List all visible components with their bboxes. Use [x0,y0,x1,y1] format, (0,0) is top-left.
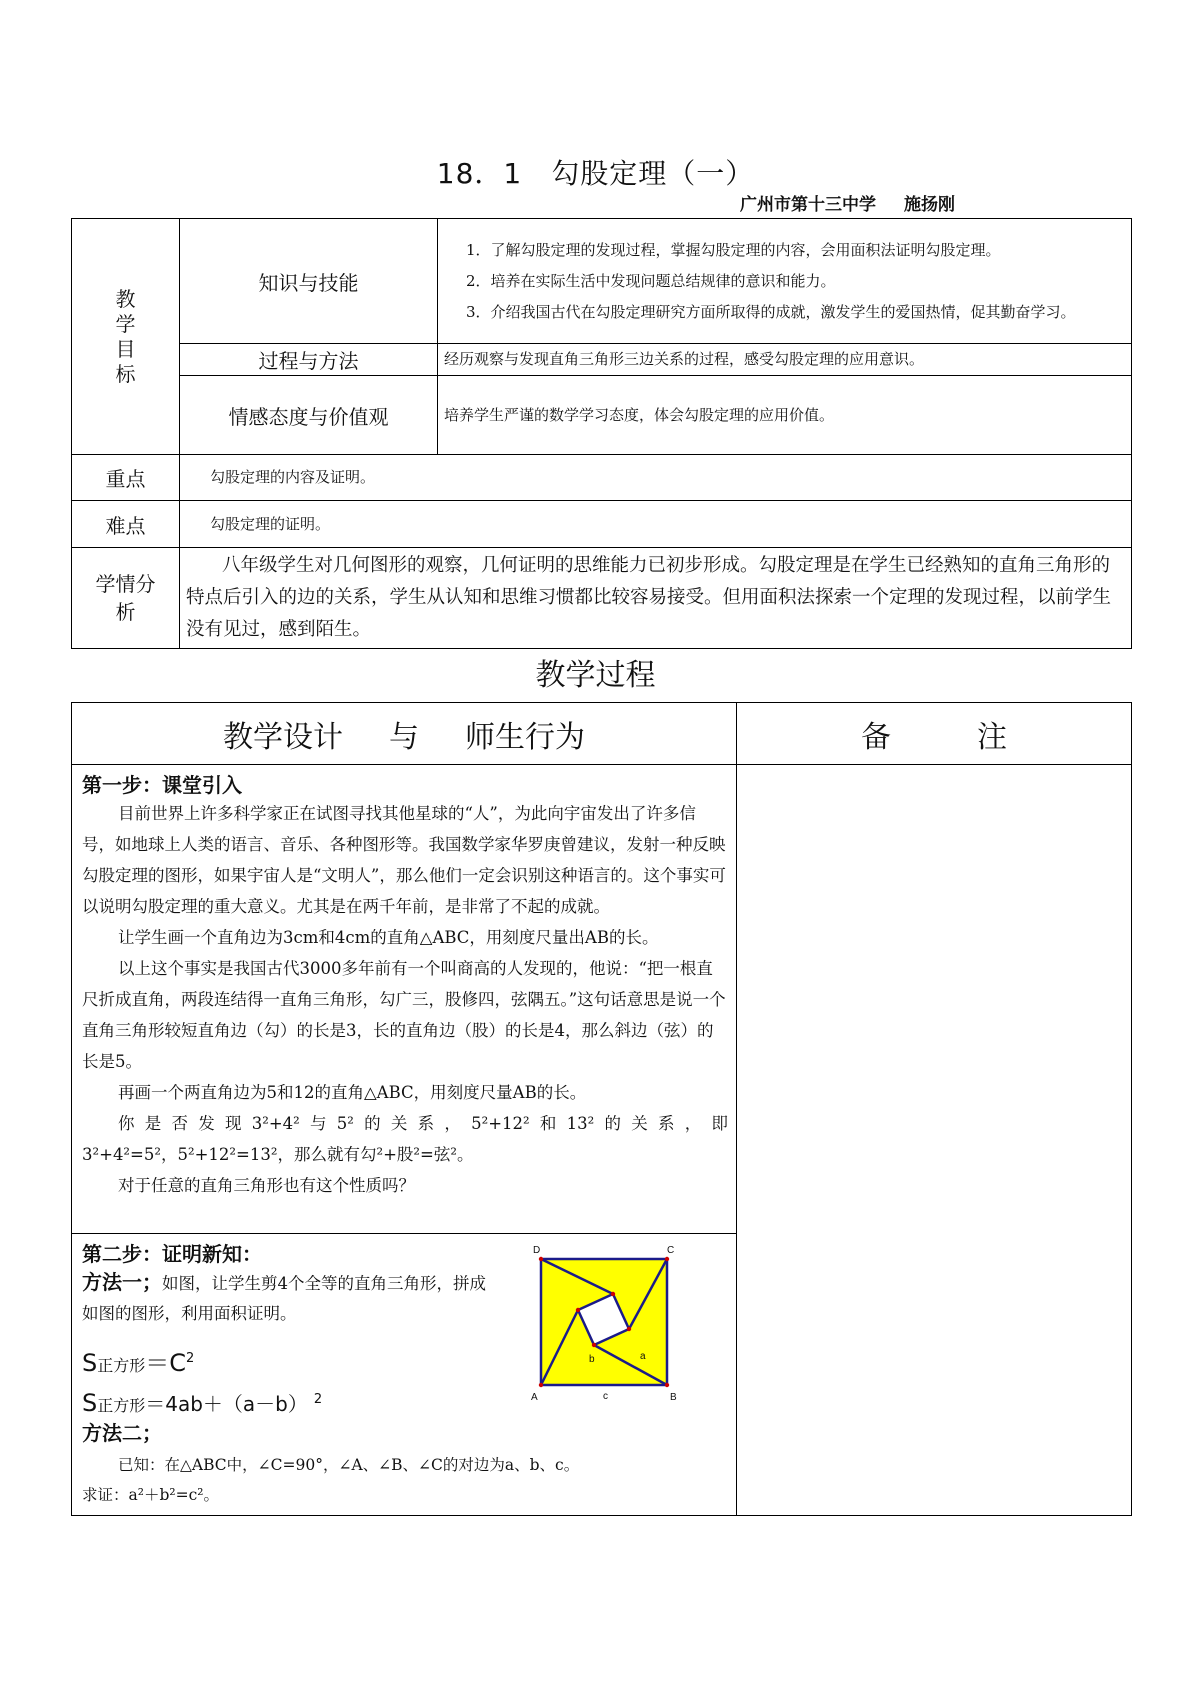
step1-paragraph: 以上这个事实是我国古代3000多年前有一个叫商高的人发现的，他说：“把一根直尺折成直角，两段连结得一直角三角形，勾广三，股修四，弦隅五。”这句话意思是说一个直角三角形较短直角边（勾）的长是3，长的直角边（股）的长是4，那么斜边（弦）的长是5。 [82,959,726,1071]
step1-paragraph: 对于任意的直角三角形也有这个性质吗？ [118,1176,415,1195]
process-text: 经历观察与发现直角三角形三边关系的过程，感受勾股定理的应用意识。 [438,344,1132,376]
method1-text: 如图，让学生剪4个全等的直角三角形，拼成如图的图形，利用面积证明。 [82,1274,486,1323]
process-title: 教学过程 [535,658,656,693]
label-side-c: c [603,1391,608,1402]
label-a: A [531,1392,538,1403]
formula-2 [82,1388,502,1417]
formula-2-rhs: ＝4ab＋（a－b） [145,1392,308,1416]
process-label: 过程与方法 [180,344,438,376]
step2-cell [72,1234,737,1516]
step1-paragraph: 目前世界上许多科学家正在试图寻找其他星球的“人”，为此向宇宙发出了许多信号，如地球上人类的语言、音乐、各种图形等。我国数学家华罗庚曾建议，发射一种反映勾股定理的图形，如果宇宙人是“文明人”，那么他们一定会识别这种语言的。这个事实可以说明勾股定理的重大意义。尤其是在两千年前，是非常了不起的成就。 [82,804,726,916]
document-title: 18．1 勾股定理（一） [436,157,755,190]
analysis-label-cell [72,548,180,649]
school-name: 广州市第十三中学 [740,195,876,215]
process-table [71,702,1132,1516]
step1-paragraph: 再画一个两直角边为5和12的直角△ABC，用刻度尺量AB的长。 [118,1083,587,1102]
given-text: 已知：在△ABC中，∠C=90°，∠A、∠B、∠C的对边为a、b、c。 [118,1456,580,1474]
key-point-text: 勾股定理的内容及证明。 [180,455,1132,501]
analysis-text: 八年级学生对几何图形的观察，几何证明的思维能力已初步形成。勾股定理是在学生已经熟知的直角三角形的特点后引入的边的关系，学生从认知和思维习惯都比较容易接受。但用面积法探索一个定理的发现过程，以前学生没有见过，感到陌生。 [180,548,1132,649]
label-side-b: b [589,1354,595,1365]
step1-paragraph: 让学生画一个直角边为3cm和4cm的直角△ABC，用刻度尺量出AB的长。 [118,928,659,947]
objectives-label-cell [72,219,180,455]
knowledge-item: 3．介绍我国古代在勾股定理研究方面所取得的成就，激发学生的爱国热情，促其勤奋学习。 [466,302,1076,321]
analysis-label: 学情分析 [95,572,156,624]
method2-label: 方法二； [82,1421,162,1445]
objectives-label: 教学目标 [115,286,136,386]
label-c: C [667,1245,675,1256]
label-d: D [533,1245,541,1256]
difficulty-text: 勾股定理的证明。 [180,501,1132,548]
notes-header [737,703,1132,765]
method1-label: 方法一； [82,1270,162,1294]
design-header-part: 师生行为 [465,719,585,755]
label-b: B [670,1392,677,1403]
knowledge-item: 1．了解勾股定理的发现过程，掌握勾股定理的内容，会用面积法证明勾股定理。 [466,240,1001,259]
step1-paragraph: 3²+4²=5²，5²+12²=13²，那么就有勾²+股²=弦²。 [82,1145,474,1164]
design-header-part: 与 [389,719,419,755]
formula-2-s: S [82,1389,98,1417]
key-point-label: 重点 [72,455,180,501]
design-header-part: 教学设计 [223,719,343,755]
label-side-a: a [640,1351,646,1362]
step1-cell [72,765,737,1234]
formula-1-sub: 正方形 [97,1356,146,1375]
prove-text: 求证：a²＋b²=c²。 [82,1486,219,1504]
formula-1-s: S [82,1349,98,1377]
step2-title: 第二步：证明新知： [82,1242,262,1266]
design-header [72,703,737,765]
knowledge-label: 知识与技能 [180,219,438,344]
notes-header-part: 备 [861,719,891,755]
author-name: 施扬刚 [904,195,955,215]
formula-1-rhs: ＝C [145,1349,187,1377]
notes-header-part: 注 [977,719,1007,755]
knowledge-items [438,219,1132,344]
formula-2-sub: 正方形 [97,1396,146,1415]
objectives-table [71,218,1132,649]
step1-title: 第一步：课堂引入 [82,773,242,797]
formula-2-sup: 2 [313,1392,323,1408]
step1-paragraph: 你是否发现3²+4²与5²的关系，5²+12²和13²的关系，即 [118,1114,728,1133]
formula-1-sup: 2 [186,1351,195,1366]
emotion-label: 情感态度与价值观 [180,376,438,455]
difficulty-label: 难点 [72,501,180,548]
author-line [740,190,955,215]
knowledge-item: 2．培养在实际生活中发现问题总结规律的意识和能力。 [466,271,836,290]
notes-cell [737,765,1132,1516]
pythagoras-figure [527,1242,687,1412]
emotion-text: 培养学生严谨的数学学习态度，体会勾股定理的应用价值。 [438,376,1132,455]
formula-1 [82,1343,502,1378]
